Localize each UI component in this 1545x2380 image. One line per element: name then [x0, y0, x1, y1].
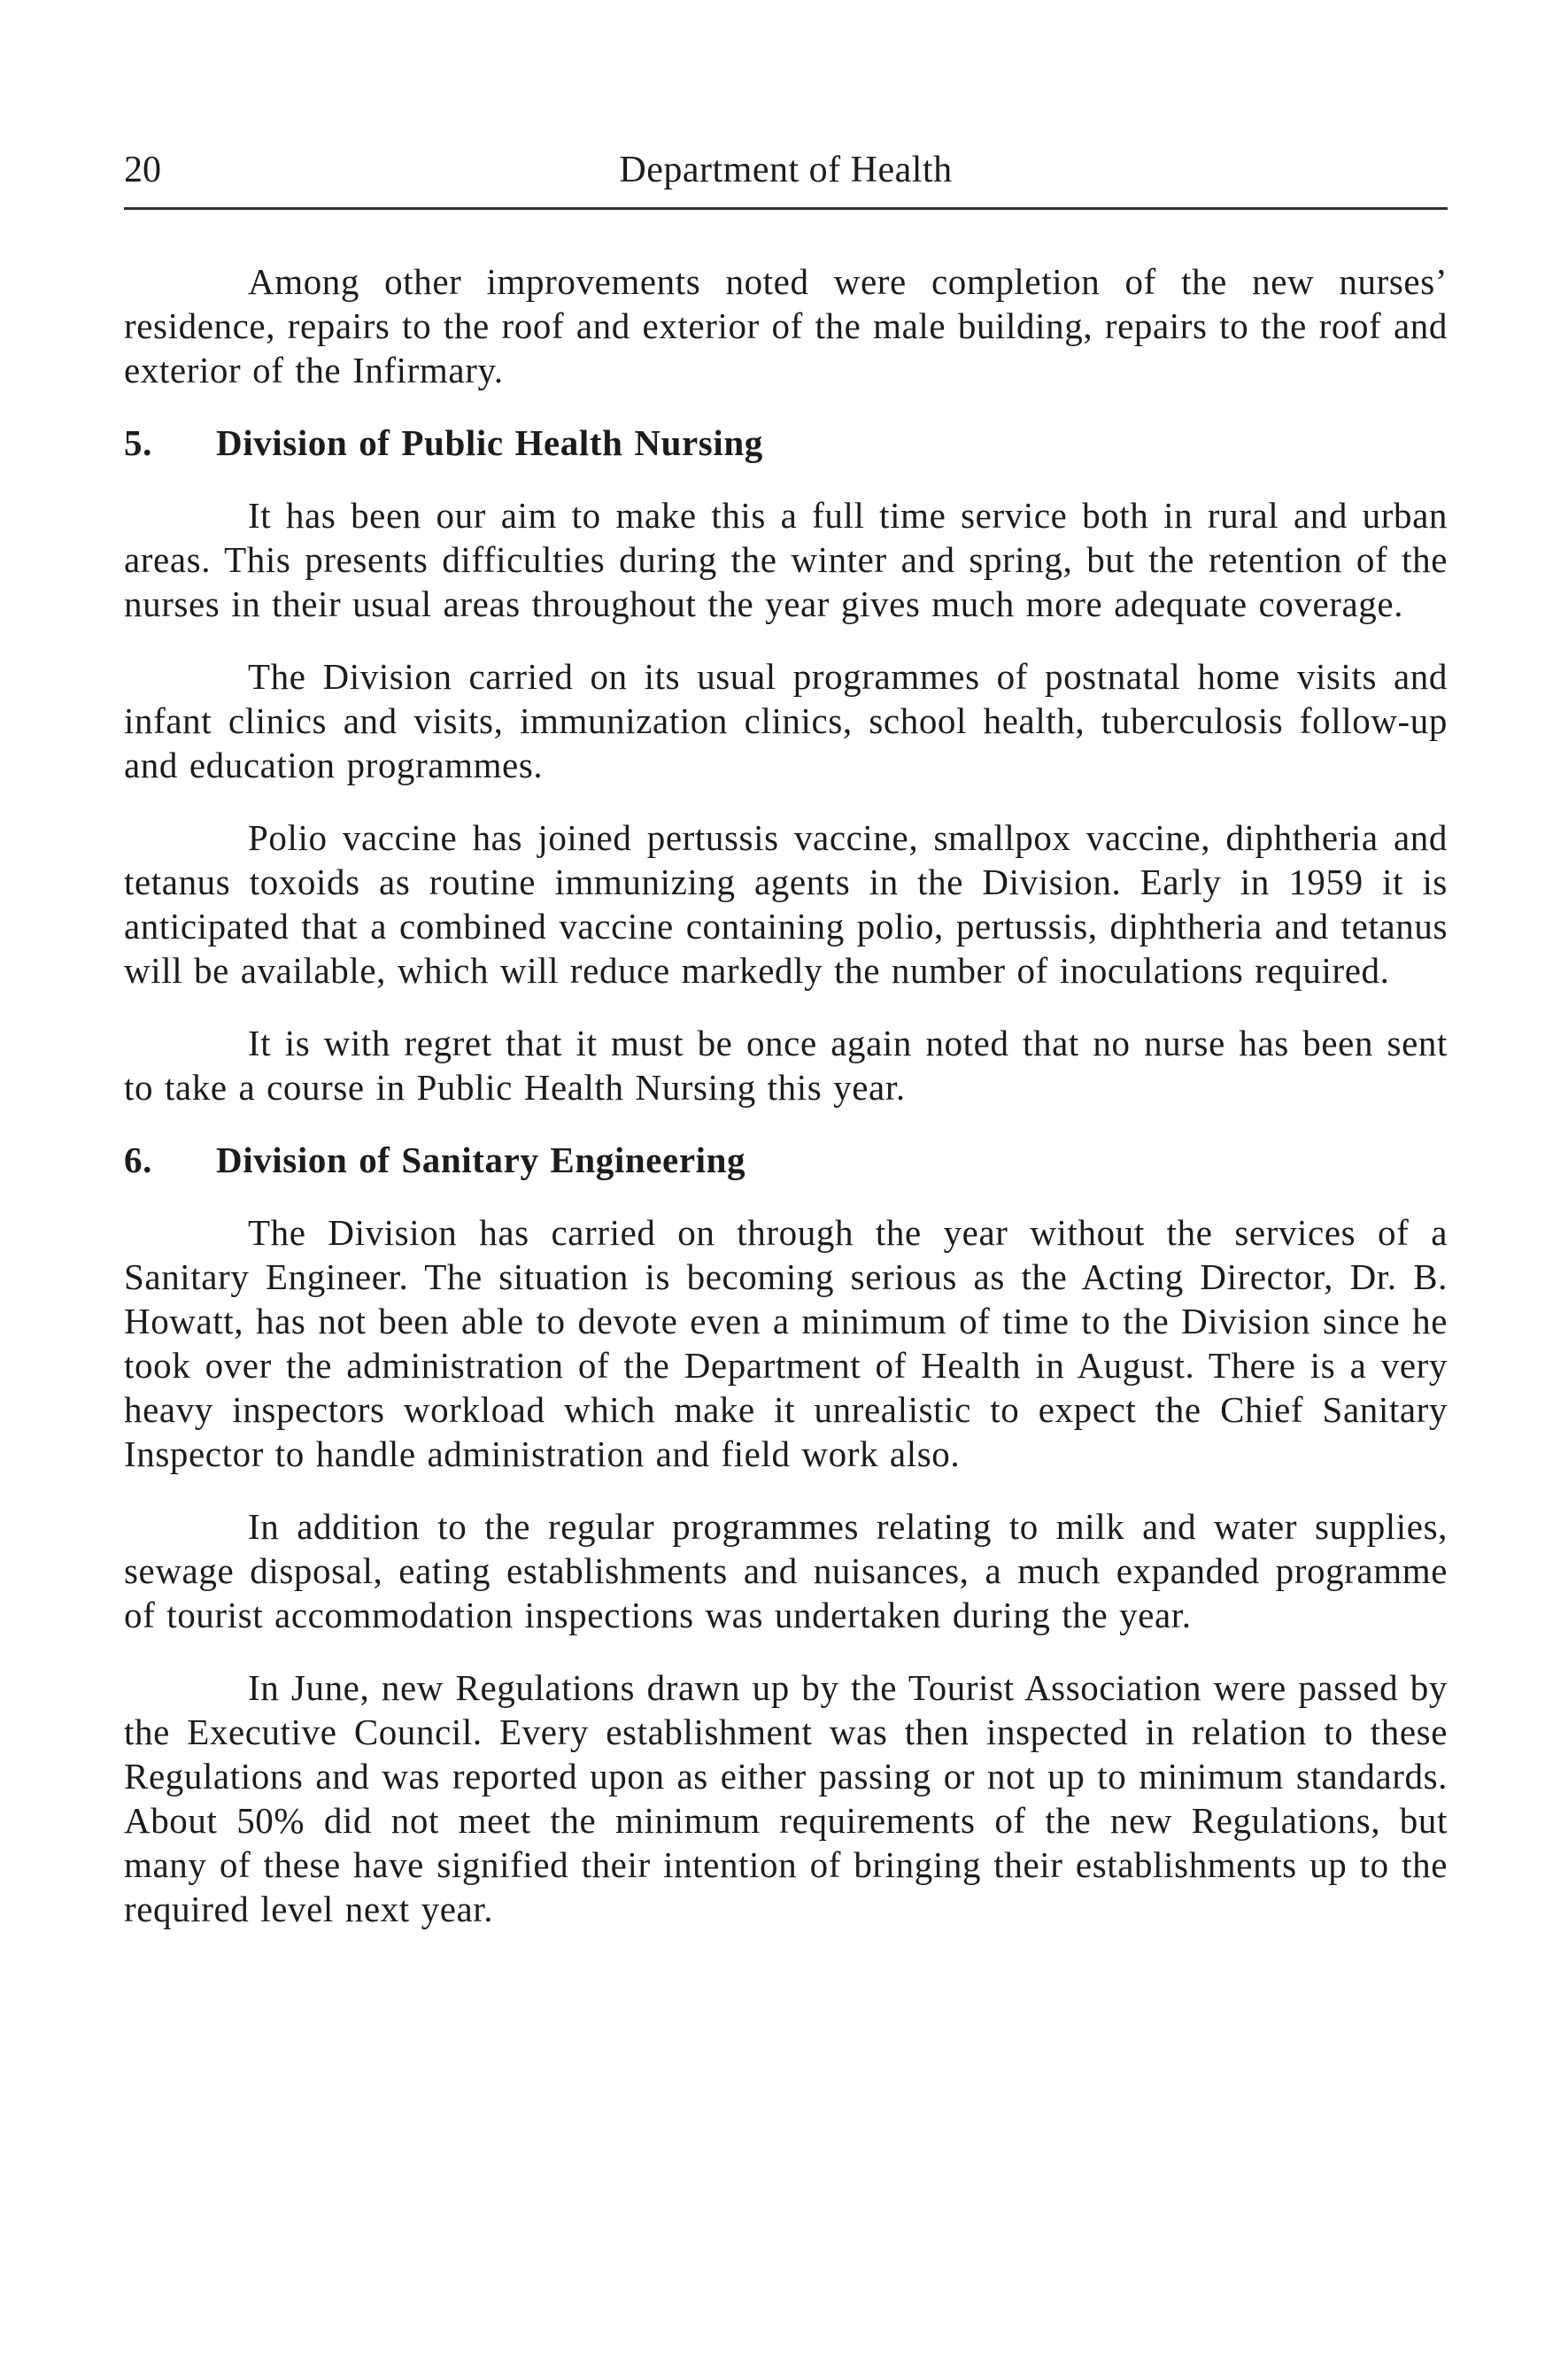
running-head: Department of Health [619, 150, 953, 190]
page-header [124, 142, 1448, 198]
paragraph-full-time-service: It has been our aim to make this a full time service both in rural and urban areas. This presents difficulties during the winter and spring, but the retention of the nurses in their usual areas throughout the year gives much more adequate coverage. [124, 495, 1448, 624]
paragraph-nurse-course: It is with regret that it must be once again noted that no nurse has been sent to take a course in Public Health Nursing this year. [124, 1023, 1448, 1108]
paragraph-regular-programmes: In addition to the regular programmes relating to milk and water supplies, sewage disposal, eating establishments and nuisances, a much expanded programme of tourist accommodation inspections was undertaken during the year. [124, 1506, 1448, 1635]
section-title: Division of Sanitary Engineering [216, 1140, 746, 1180]
paragraph-polio-vaccine: Polio vaccine has joined pertussis vaccine, smallpox vaccine, diphtheria and tetanus toxoids as routine immunizing agents in the Division. Early in 1959 it is anticipated that a combined vaccine containing polio, pertussis, diphtheria and tetanus will be available, which will reduce markedly the number of inoculations required. [124, 817, 1448, 991]
document-page [124, 142, 1448, 1959]
section-heading-public-health-nursing [124, 421, 1448, 465]
body-text [124, 259, 1448, 1931]
header-rule [124, 207, 1448, 210]
section-title: Division of Public Health Nursing [216, 422, 763, 463]
paragraph-new-regulations: In June, new Regulations drawn up by the Tourist Association were passed by the Executive Council. Every establishment was then inspected in relation to these Regulations and was reported upon as either passing or not up to minimum standards. About 50% did not meet the minimum requirements of the new Regulations, but many of these have signified their intention of bringing their establishments up to the required level next year. [124, 1667, 1448, 1929]
paragraph-improvements: Among other improvements noted were completion of the new nurses’ residence, repairs to the roof and exterior of the male building, repairs to the roof and exterior of the Infirmary. [124, 261, 1448, 390]
page-number: 20 [124, 150, 161, 190]
section-number: 5. [124, 422, 152, 463]
paragraph-sanitary-engineer: The Division has carried on through the year without the services of a Sanitary Engineer. The situation is becoming serious as the Acting Director, Dr. B. Howatt, has not been able to devote even a minimum of time to the Division since he took over the administration of the Department of Health in August. There is a very heavy inspectors workload which make it unrealistic to expect the Chief Sanitary Inspector to handle administration and field work also. [124, 1212, 1448, 1474]
section-number: 6. [124, 1140, 152, 1180]
paragraph-usual-programmes: The Division carried on its usual programmes of postnatal home visits and infant clinics and visits, immunization clinics, school health, tuberculosis follow-up and education programmes. [124, 656, 1448, 785]
section-heading-sanitary-engineering [124, 1138, 1448, 1182]
